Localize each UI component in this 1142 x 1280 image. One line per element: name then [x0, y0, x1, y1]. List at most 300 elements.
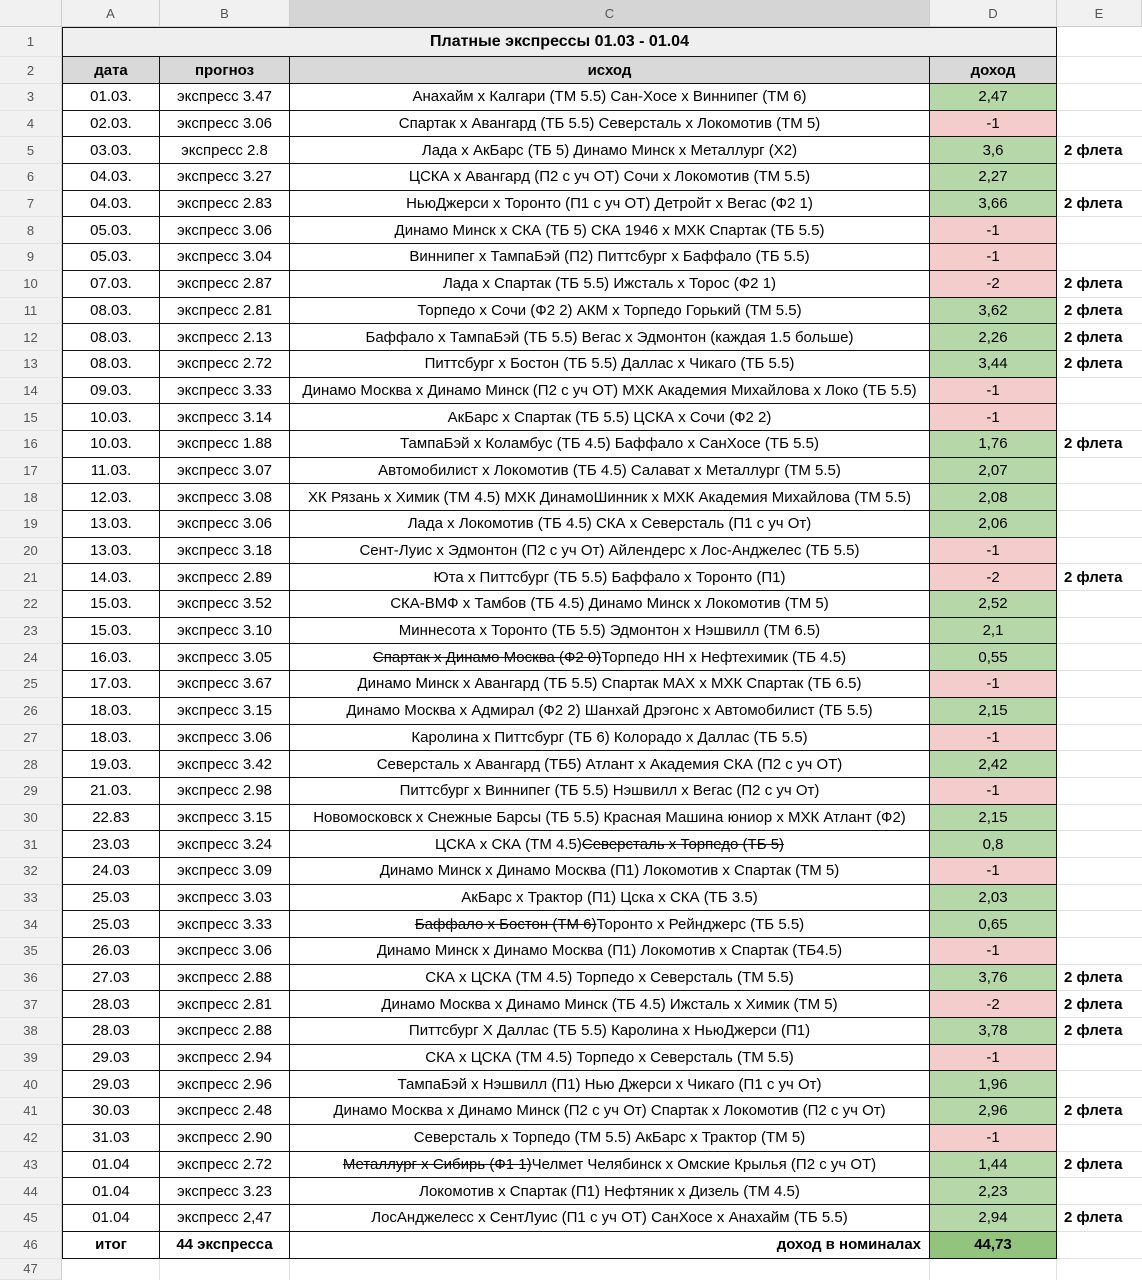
cell-A24[interactable]: 16.03.	[62, 644, 160, 671]
cell-D20[interactable]: -1	[930, 538, 1057, 565]
cell-D10[interactable]: -2	[930, 271, 1057, 298]
cell-D45[interactable]: 2,94	[930, 1205, 1057, 1232]
cell-E34[interactable]	[1057, 911, 1142, 938]
cell-total-caption[interactable]: доход в номиналах	[290, 1232, 930, 1259]
sheet-row-25	[0, 671, 1142, 698]
row-header-5[interactable]: 5	[0, 137, 62, 164]
cell-E42[interactable]	[1057, 1125, 1142, 1152]
cell-B45[interactable]: экспресс 2,47	[160, 1205, 290, 1232]
cell-B26[interactable]: экспресс 3.15	[160, 698, 290, 725]
cell-D7[interactable]: 3,66	[930, 191, 1057, 218]
cell-C4[interactable]	[290, 111, 930, 138]
cell-D27[interactable]: -1	[930, 725, 1057, 752]
cell-C20[interactable]	[290, 538, 930, 565]
outcome-text: АкБарс х Спартак (ТБ 5.5) ЦСКА х Сочи (Ф2 2)	[447, 408, 772, 426]
cell-B19[interactable]: экспресс 3.06	[160, 511, 290, 538]
cell-C47[interactable]	[290, 1259, 930, 1280]
cell-A32[interactable]: 24.03	[62, 858, 160, 885]
row-header-41[interactable]: 41	[0, 1098, 62, 1125]
cell-B41[interactable]: экспресс 2.48	[160, 1098, 290, 1125]
row-header-33[interactable]: 33	[0, 885, 62, 912]
cell-C12[interactable]	[290, 324, 930, 351]
cell-B34[interactable]: экспресс 3.33	[160, 911, 290, 938]
row-header-7[interactable]: 7	[0, 191, 62, 218]
cell-D40[interactable]: 1,96	[930, 1071, 1057, 1098]
cell-D13[interactable]: 3,44	[930, 351, 1057, 378]
sheet-row-23	[0, 618, 1142, 645]
cell-B14[interactable]: экспресс 3.33	[160, 378, 290, 405]
cell-C7[interactable]	[290, 191, 930, 218]
row-header-24[interactable]: 24	[0, 644, 62, 671]
cell-A30[interactable]: 22.83	[62, 805, 160, 832]
column-header-c[interactable]: C	[290, 0, 930, 27]
row-header-42[interactable]: 42	[0, 1125, 62, 1152]
cell-B25[interactable]: экспресс 3.67	[160, 671, 290, 698]
cell-E9[interactable]	[1057, 244, 1142, 271]
cell-B43[interactable]: экспресс 2.72	[160, 1152, 290, 1179]
outcome-text: СКА-ВМФ х Тамбов (ТБ 4.5) Динамо Минск х Локомотив (ТМ 5)	[390, 595, 829, 613]
cell-E22[interactable]	[1057, 591, 1142, 618]
cell-E45[interactable]: 2 флета	[1057, 1205, 1142, 1232]
cell-E4[interactable]	[1057, 111, 1142, 138]
cell-C11[interactable]	[290, 298, 930, 325]
cell-B32[interactable]: экспресс 3.09	[160, 858, 290, 885]
cell-B8[interactable]: экспресс 3.06	[160, 217, 290, 244]
cell-E37[interactable]: 2 флета	[1057, 991, 1142, 1018]
cell-E12[interactable]: 2 флета	[1057, 324, 1142, 351]
cell-B9[interactable]: экспресс 3.04	[160, 244, 290, 271]
cell-B29[interactable]: экспресс 2.98	[160, 778, 290, 805]
cell-E2[interactable]	[1057, 57, 1142, 84]
cell-C18[interactable]	[290, 484, 930, 511]
cell-B13[interactable]: экспресс 2.72	[160, 351, 290, 378]
row-header-39[interactable]: 39	[0, 1045, 62, 1072]
row-header-10[interactable]: 10	[0, 271, 62, 298]
cell-B42[interactable]: экспресс 2.90	[160, 1125, 290, 1152]
cell-D37[interactable]: -2	[930, 991, 1057, 1018]
cell-A40[interactable]: 29.03	[62, 1071, 160, 1098]
cell-C15[interactable]	[290, 404, 930, 431]
sheet-row-40	[0, 1071, 1142, 1098]
cell-title[interactable]: Платные экспрессы 01.03 - 01.04	[62, 27, 1057, 57]
cell-A42[interactable]: 31.03	[62, 1125, 160, 1152]
row-header-19[interactable]: 19	[0, 511, 62, 538]
cell-E8[interactable]	[1057, 217, 1142, 244]
cell-D15[interactable]: -1	[930, 404, 1057, 431]
cell-C24[interactable]	[290, 644, 930, 671]
cell-A41[interactable]: 30.03	[62, 1098, 160, 1125]
cell-E32[interactable]	[1057, 858, 1142, 885]
cell-A14[interactable]: 09.03.	[62, 378, 160, 405]
row-header-32[interactable]: 32	[0, 858, 62, 885]
cell-E17[interactable]	[1057, 458, 1142, 485]
cell-B37[interactable]: экспресс 2.81	[160, 991, 290, 1018]
cell-A3[interactable]: 01.03.	[62, 84, 160, 111]
cell-header-income[interactable]: доход	[930, 57, 1057, 84]
cell-C30[interactable]	[290, 805, 930, 832]
cell-A20[interactable]: 13.03.	[62, 538, 160, 565]
cell-C31[interactable]	[290, 831, 930, 858]
row-header-30[interactable]: 30	[0, 805, 62, 832]
cell-E28[interactable]	[1057, 751, 1142, 778]
cell-A9[interactable]: 05.03.	[62, 244, 160, 271]
row-header-11[interactable]: 11	[0, 298, 62, 325]
cell-E43[interactable]: 2 флета	[1057, 1152, 1142, 1179]
row-header-13[interactable]: 13	[0, 351, 62, 378]
cell-A39[interactable]: 29.03	[62, 1045, 160, 1072]
row-header-46[interactable]: 46	[0, 1232, 62, 1259]
cell-D44[interactable]: 2,23	[930, 1178, 1057, 1205]
cell-A45[interactable]: 01.04	[62, 1205, 160, 1232]
cell-B40[interactable]: экспресс 2.96	[160, 1071, 290, 1098]
cell-B12[interactable]: экспресс 2.13	[160, 324, 290, 351]
cell-D30[interactable]: 2,15	[930, 805, 1057, 832]
row-header-23[interactable]: 23	[0, 618, 62, 645]
cell-D38[interactable]: 3,78	[930, 1018, 1057, 1045]
cell-A15[interactable]: 10.03.	[62, 404, 160, 431]
cell-D35[interactable]: -1	[930, 938, 1057, 965]
cell-C25[interactable]	[290, 671, 930, 698]
cell-A6[interactable]: 04.03.	[62, 164, 160, 191]
cell-B24[interactable]: экспресс 3.05	[160, 644, 290, 671]
cell-C13[interactable]	[290, 351, 930, 378]
cell-C40[interactable]	[290, 1071, 930, 1098]
cell-C28[interactable]	[290, 751, 930, 778]
cell-C22[interactable]	[290, 591, 930, 618]
cell-E7[interactable]: 2 флета	[1057, 191, 1142, 218]
row-header-36[interactable]: 36	[0, 965, 62, 992]
cell-B20[interactable]: экспресс 3.18	[160, 538, 290, 565]
cell-B5[interactable]: экспресс 2.8	[160, 137, 290, 164]
cell-C14[interactable]	[290, 378, 930, 405]
cell-E47[interactable]	[1057, 1259, 1142, 1280]
cell-C43[interactable]	[290, 1152, 930, 1179]
cell-D12[interactable]: 2,26	[930, 324, 1057, 351]
cell-D39[interactable]: -1	[930, 1045, 1057, 1072]
cell-D28[interactable]: 2,42	[930, 751, 1057, 778]
column-header-e[interactable]: E	[1057, 0, 1142, 27]
cell-D19[interactable]: 2,06	[930, 511, 1057, 538]
cell-D32[interactable]: -1	[930, 858, 1057, 885]
cell-D4[interactable]: -1	[930, 111, 1057, 138]
row-header-4[interactable]: 4	[0, 111, 62, 138]
cell-D22[interactable]: 2,52	[930, 591, 1057, 618]
cell-B33[interactable]: экспресс 3.03	[160, 885, 290, 912]
cell-E27[interactable]	[1057, 725, 1142, 752]
cell-A47[interactable]	[62, 1259, 160, 1280]
cell-C42[interactable]	[290, 1125, 930, 1152]
cell-C3[interactable]	[290, 84, 930, 111]
cell-E40[interactable]	[1057, 1071, 1142, 1098]
cell-A18[interactable]: 12.03.	[62, 484, 160, 511]
cell-header-outcome[interactable]: исход	[290, 57, 930, 84]
cell-A4[interactable]: 02.03.	[62, 111, 160, 138]
cell-B3[interactable]: экспресс 3.47	[160, 84, 290, 111]
cell-A25[interactable]: 17.03.	[62, 671, 160, 698]
corner-box[interactable]	[0, 0, 62, 27]
cell-D8[interactable]: -1	[930, 217, 1057, 244]
cell-C45[interactable]	[290, 1205, 930, 1232]
row-header-44[interactable]: 44	[0, 1178, 62, 1205]
cell-D6[interactable]: 2,27	[930, 164, 1057, 191]
sheet-row-13	[0, 351, 1142, 378]
row-header-2[interactable]: 2	[0, 57, 62, 84]
cell-E11[interactable]: 2 флета	[1057, 298, 1142, 325]
row-header-22[interactable]: 22	[0, 591, 62, 618]
cell-C17[interactable]	[290, 458, 930, 485]
cell-E1[interactable]	[1057, 27, 1142, 57]
row-header-18[interactable]: 18	[0, 484, 62, 511]
column-header-a[interactable]: A	[62, 0, 160, 27]
cell-B21[interactable]: экспресс 2.89	[160, 564, 290, 591]
cell-E33[interactable]	[1057, 885, 1142, 912]
row-header-3[interactable]: 3	[0, 84, 62, 111]
cell-A27[interactable]: 18.03.	[62, 725, 160, 752]
row-header-21[interactable]: 21	[0, 564, 62, 591]
cell-C44[interactable]	[290, 1178, 930, 1205]
cell-E25[interactable]	[1057, 671, 1142, 698]
row-header-35[interactable]: 35	[0, 938, 62, 965]
row-header-9[interactable]: 9	[0, 244, 62, 271]
cell-B31[interactable]: экспресс 3.24	[160, 831, 290, 858]
cell-C27[interactable]	[290, 725, 930, 752]
row-header-28[interactable]: 28	[0, 751, 62, 778]
cell-C29[interactable]	[290, 778, 930, 805]
sheet-row-10	[0, 271, 1142, 298]
cell-B39[interactable]: экспресс 2.94	[160, 1045, 290, 1072]
cell-E15[interactable]	[1057, 404, 1142, 431]
column-header-d[interactable]: D	[930, 0, 1057, 27]
cell-C32[interactable]	[290, 858, 930, 885]
cell-C16[interactable]	[290, 431, 930, 458]
cell-E10[interactable]: 2 флета	[1057, 271, 1142, 298]
cell-D41[interactable]: 2,96	[930, 1098, 1057, 1125]
cell-D17[interactable]: 2,07	[930, 458, 1057, 485]
cell-D24[interactable]: 0,55	[930, 644, 1057, 671]
cell-C5[interactable]	[290, 137, 930, 164]
cell-E38[interactable]: 2 флета	[1057, 1018, 1142, 1045]
cell-C39[interactable]	[290, 1045, 930, 1072]
cell-D47[interactable]	[930, 1259, 1057, 1280]
cell-E14[interactable]	[1057, 378, 1142, 405]
row-header-12[interactable]: 12	[0, 324, 62, 351]
cell-header-date[interactable]: дата	[62, 57, 160, 84]
cell-A34[interactable]: 25.03	[62, 911, 160, 938]
cell-C9[interactable]	[290, 244, 930, 271]
cell-D11[interactable]: 3,62	[930, 298, 1057, 325]
row-header-6[interactable]: 6	[0, 164, 62, 191]
cell-D31[interactable]: 0,8	[930, 831, 1057, 858]
cell-E5[interactable]: 2 флета	[1057, 137, 1142, 164]
cell-A23[interactable]: 15.03.	[62, 618, 160, 645]
cell-E21[interactable]: 2 флета	[1057, 564, 1142, 591]
cell-C26[interactable]	[290, 698, 930, 725]
cell-A38[interactable]: 28.03	[62, 1018, 160, 1045]
cell-total-income[interactable]: 44,73	[930, 1232, 1057, 1259]
outcome-text: Баффало х ТампаБэй (ТБ 5.5) Вегас х Эдмонтон (каждая 1.5 больше)	[365, 328, 854, 346]
cell-D42[interactable]: -1	[930, 1125, 1057, 1152]
row-header-34[interactable]: 34	[0, 911, 62, 938]
cell-E26[interactable]	[1057, 698, 1142, 725]
cell-B23[interactable]: экспресс 3.10	[160, 618, 290, 645]
cell-E29[interactable]	[1057, 778, 1142, 805]
cell-C34[interactable]	[290, 911, 930, 938]
row-header-45[interactable]: 45	[0, 1205, 62, 1232]
row-header-17[interactable]: 17	[0, 458, 62, 485]
row-header-38[interactable]: 38	[0, 1018, 62, 1045]
cell-B15[interactable]: экспресс 3.14	[160, 404, 290, 431]
cell-D23[interactable]: 2,1	[930, 618, 1057, 645]
row-header-8[interactable]: 8	[0, 217, 62, 244]
cell-E16[interactable]: 2 флета	[1057, 431, 1142, 458]
cell-C41[interactable]	[290, 1098, 930, 1125]
row-header-1[interactable]: 1	[0, 27, 62, 57]
cell-E20[interactable]	[1057, 538, 1142, 565]
cell-A37[interactable]: 28.03	[62, 991, 160, 1018]
cell-A13[interactable]: 08.03.	[62, 351, 160, 378]
cell-header-forecast[interactable]: прогноз	[160, 57, 290, 84]
row-header-47[interactable]: 47	[0, 1259, 62, 1280]
cell-C8[interactable]	[290, 217, 930, 244]
cell-total-label[interactable]: итог	[62, 1232, 160, 1259]
cell-D25[interactable]: -1	[930, 671, 1057, 698]
cell-D43[interactable]: 1,44	[930, 1152, 1057, 1179]
cell-A26[interactable]: 18.03.	[62, 698, 160, 725]
cell-B4[interactable]: экспресс 3.06	[160, 111, 290, 138]
row-header-43[interactable]: 43	[0, 1152, 62, 1179]
cell-A12[interactable]: 08.03.	[62, 324, 160, 351]
cell-E44[interactable]	[1057, 1178, 1142, 1205]
caption-row	[0, 57, 1142, 84]
row-header-26[interactable]: 26	[0, 698, 62, 725]
cell-D3[interactable]: 2,47	[930, 84, 1057, 111]
cell-A10[interactable]: 07.03.	[62, 271, 160, 298]
cell-C38[interactable]	[290, 1018, 930, 1045]
cell-B44[interactable]: экспресс 3.23	[160, 1178, 290, 1205]
cell-D18[interactable]: 2,08	[930, 484, 1057, 511]
cell-E30[interactable]	[1057, 805, 1142, 832]
row-header-25[interactable]: 25	[0, 671, 62, 698]
cell-E35[interactable]	[1057, 938, 1142, 965]
row-header-27[interactable]: 27	[0, 725, 62, 752]
cell-A7[interactable]: 04.03.	[62, 191, 160, 218]
cell-A29[interactable]: 21.03.	[62, 778, 160, 805]
cell-D33[interactable]: 2,03	[930, 885, 1057, 912]
cell-A11[interactable]: 08.03.	[62, 298, 160, 325]
row-header-20[interactable]: 20	[0, 538, 62, 565]
cell-B10[interactable]: экспресс 2.87	[160, 271, 290, 298]
cell-E36[interactable]: 2 флета	[1057, 965, 1142, 992]
cell-A33[interactable]: 25.03	[62, 885, 160, 912]
cell-D29[interactable]: -1	[930, 778, 1057, 805]
cell-B22[interactable]: экспресс 3.52	[160, 591, 290, 618]
outcome-text: ЦСКА х СКА (ТМ 4.5)	[434, 835, 582, 853]
cell-B7[interactable]: экспресс 2.83	[160, 191, 290, 218]
cell-B30[interactable]: экспресс 3.15	[160, 805, 290, 832]
cell-B11[interactable]: экспресс 2.81	[160, 298, 290, 325]
cell-A43[interactable]: 01.04	[62, 1152, 160, 1179]
cell-A17[interactable]: 11.03.	[62, 458, 160, 485]
cell-D5[interactable]: 3,6	[930, 137, 1057, 164]
cell-E23[interactable]	[1057, 618, 1142, 645]
cell-C33[interactable]	[290, 885, 930, 912]
outcome-text: СКА х ЦСКА (ТМ 4.5) Торпедо х Северсталь (ТМ 5.5)	[425, 969, 794, 987]
cell-B36[interactable]: экспресс 2.88	[160, 965, 290, 992]
cell-A19[interactable]: 13.03.	[62, 511, 160, 538]
cell-E13[interactable]: 2 флета	[1057, 351, 1142, 378]
cell-E18[interactable]	[1057, 484, 1142, 511]
outcome-text: Динамо Минск х Авангард (ТБ 5.5) Спартак МАХ х МХК Спартак (ТБ 6.5)	[357, 675, 862, 693]
row-header-16[interactable]: 16	[0, 431, 62, 458]
cell-D14[interactable]: -1	[930, 378, 1057, 405]
cell-D34[interactable]: 0,65	[930, 911, 1057, 938]
cell-A8[interactable]: 05.03.	[62, 217, 160, 244]
cell-C19[interactable]	[290, 511, 930, 538]
cell-E46[interactable]	[1057, 1232, 1142, 1259]
cell-D16[interactable]: 1,76	[930, 431, 1057, 458]
column-header-b[interactable]: B	[160, 0, 290, 27]
cell-D26[interactable]: 2,15	[930, 698, 1057, 725]
cell-D36[interactable]: 3,76	[930, 965, 1057, 992]
cell-C35[interactable]	[290, 938, 930, 965]
cell-E19[interactable]	[1057, 511, 1142, 538]
cell-B17[interactable]: экспресс 3.07	[160, 458, 290, 485]
cell-B35[interactable]: экспресс 3.06	[160, 938, 290, 965]
cell-D9[interactable]: -1	[930, 244, 1057, 271]
cell-E6[interactable]	[1057, 164, 1142, 191]
cell-B47[interactable]	[160, 1259, 290, 1280]
row-header-31[interactable]: 31	[0, 831, 62, 858]
outcome-text: Юта х Питтсбург (ТБ 5.5) Баффало х Торонто (П1)	[433, 568, 786, 586]
row-header-15[interactable]: 15	[0, 404, 62, 431]
cell-B18[interactable]: экспресс 3.08	[160, 484, 290, 511]
cell-D21[interactable]: -2	[930, 564, 1057, 591]
cell-C21[interactable]	[290, 564, 930, 591]
row-header-14[interactable]: 14	[0, 378, 62, 405]
cell-B38[interactable]: экспресс 2.88	[160, 1018, 290, 1045]
row-header-29[interactable]: 29	[0, 778, 62, 805]
row-header-40[interactable]: 40	[0, 1071, 62, 1098]
cell-B6[interactable]: экспресс 3.27	[160, 164, 290, 191]
cell-B16[interactable]: экспресс 1.88	[160, 431, 290, 458]
cell-E39[interactable]	[1057, 1045, 1142, 1072]
cell-A44[interactable]: 01.04	[62, 1178, 160, 1205]
cell-total-count[interactable]: 44 экспресса	[160, 1232, 290, 1259]
cell-B27[interactable]: экспресс 3.06	[160, 725, 290, 752]
cell-A36[interactable]: 27.03	[62, 965, 160, 992]
cell-A21[interactable]: 14.03.	[62, 564, 160, 591]
cell-A31[interactable]: 23.03	[62, 831, 160, 858]
cell-E24[interactable]	[1057, 644, 1142, 671]
cell-A35[interactable]: 26.03	[62, 938, 160, 965]
cell-A28[interactable]: 19.03.	[62, 751, 160, 778]
cell-E41[interactable]: 2 флета	[1057, 1098, 1142, 1125]
outcome-text: СКА х ЦСКА (ТМ 4.5) Торпедо х Северсталь (ТМ 5.5)	[425, 1049, 794, 1067]
cell-A16[interactable]: 10.03.	[62, 431, 160, 458]
cell-B28[interactable]: экспресс 3.42	[160, 751, 290, 778]
row-header-37[interactable]: 37	[0, 991, 62, 1018]
sheet-row-8	[0, 217, 1142, 244]
cell-A5[interactable]: 03.03.	[62, 137, 160, 164]
cell-C23[interactable]	[290, 618, 930, 645]
cell-A22[interactable]: 15.03.	[62, 591, 160, 618]
cell-C37[interactable]	[290, 991, 930, 1018]
cell-C36[interactable]	[290, 965, 930, 992]
cell-C10[interactable]	[290, 271, 930, 298]
cell-E3[interactable]	[1057, 84, 1142, 111]
cell-C6[interactable]	[290, 164, 930, 191]
cell-E31[interactable]	[1057, 831, 1142, 858]
